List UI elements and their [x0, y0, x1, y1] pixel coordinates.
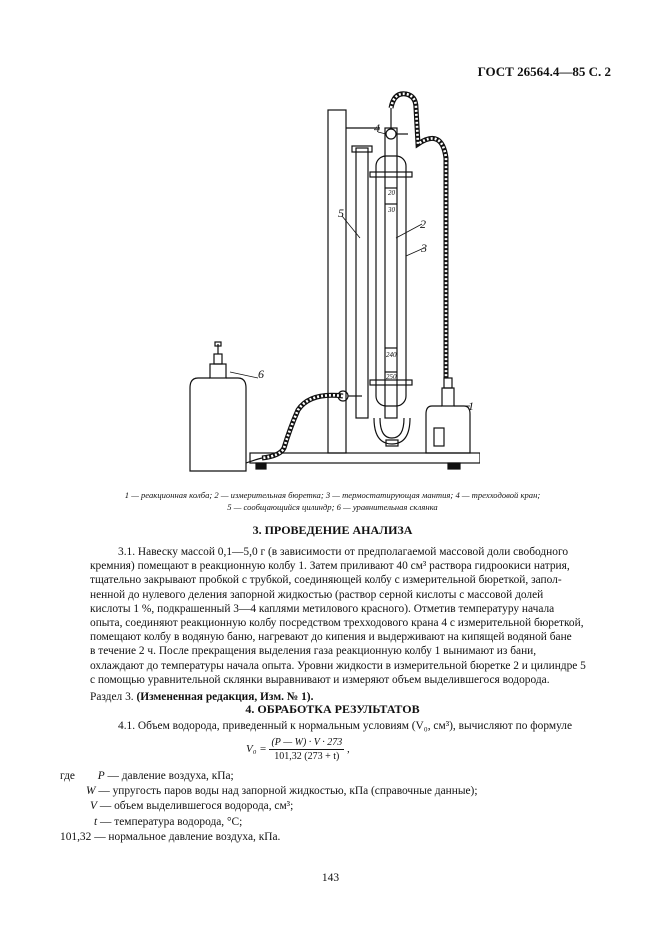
formula-denominator: 101,32 (273 + t)	[274, 751, 340, 762]
definition-symbol: W	[86, 785, 96, 798]
paragraph-line: помещают колбу в водяную баню, нагревают до кипения и выдерживают на кипящей водяной бане	[90, 631, 572, 644]
callout-6: 6	[258, 367, 264, 381]
paragraph-line: ненной до нулевого деления запорной жидкостью (раствор серной кислоты с массовой долей	[90, 588, 544, 601]
formula-lhs: V₀ =	[246, 743, 267, 756]
paragraph-line: кремния) помещают в реакционную колбу 1. Затем приливают 40 см³ раствора гидроокиси натрия,	[90, 560, 570, 573]
scale-mark-20: 20	[388, 189, 395, 197]
caption-line-1: 1 — реакционная колба; 2 — измерительная бюретка; 3 — термостатирующая мантия; 4 — трехходовой кран;	[124, 490, 541, 500]
definition-symbol: V	[90, 800, 97, 813]
callout-4: 4	[374, 121, 380, 135]
definition-text: — объем выделившегося водорода, см³;	[99, 800, 294, 813]
definition-symbol: 101,32	[60, 830, 92, 843]
formula-fraction	[269, 737, 344, 762]
caption-line-2: 5 — сообщающийся цилиндр; 6 — уравнительная склянка	[227, 502, 438, 512]
formula-numerator: (P — W) · V · 273	[271, 737, 343, 748]
definition-text: — давление воздуха, кПа;	[107, 770, 234, 782]
scale-mark-30: 30	[388, 206, 395, 214]
definition-row	[60, 769, 478, 784]
section-4-title: 4. ОБРАБОТКА РЕЗУЛЬТАТОВ	[245, 702, 420, 716]
section-3-title: 3. ПРОВЕДЕНИЕ АНАЛИЗА	[252, 523, 413, 537]
definition-symbol: P	[97, 770, 105, 782]
page-number: 143	[321, 872, 340, 884]
paragraph-line: опыта, соединяют реакционную колбу посредством трехходового крана 4 с измерительной бюреткой,	[90, 617, 584, 630]
callout-1: 1	[468, 399, 474, 413]
section-3-paragraph	[90, 545, 605, 687]
formula	[246, 737, 350, 762]
figure-caption	[60, 489, 605, 513]
definition-text: — упругость паров воды над запорной жидкостью, кПа (справочные данные);	[98, 785, 478, 798]
amendment-prefix: Раздел 3.	[90, 691, 134, 703]
definition-row	[60, 830, 478, 845]
definition-text: — температура водорода, °С;	[100, 815, 243, 828]
definition-row	[60, 799, 478, 814]
paragraph-line: в течение 2 ч. После прекращения выделения газа реакционную колбу 1 вынимают из бани,	[90, 645, 537, 658]
amendment-bold: (Измененная редакция, Изм. № 1).	[136, 691, 314, 703]
callout-5: 5	[338, 206, 344, 220]
section-4-intro: 4.1. Объем водорода, приведенный к нормальным условиям (V₀, см³), вычисляют по формуле	[118, 720, 572, 732]
scale-mark-240: 240	[386, 351, 397, 359]
definition-row	[60, 784, 478, 799]
callout-3: 3	[421, 241, 427, 255]
paragraph-line: 3.1. Навеску массой 0,1—5,0 г (в зависимости от предполагаемой массовой доли свободного	[118, 546, 569, 558]
paragraph-line: тщательно закрывают пробкой с трубкой, соединяющей колбу с измерительной бюреткой, запол-	[90, 574, 562, 587]
apparatus-figure	[180, 88, 480, 480]
scale-mark-250: 250	[386, 373, 397, 381]
definition-row	[60, 815, 478, 830]
definition-symbol: t	[94, 815, 98, 828]
paragraph-line: с помощью уравнительной склянки выравнивают и измеряют объем выделившегося водорода.	[90, 673, 550, 686]
paragraph-line: охлаждают до температуры начала опыта. Уровни жидкости в измерительной бюретке 2 и цилиндре 5	[90, 659, 586, 672]
page-header: ГОСТ 26564.4—85 С. 2	[477, 64, 611, 79]
formula-tail: ,	[346, 743, 350, 756]
where-label: где	[60, 770, 75, 782]
paragraph-line: кислоты 1 %, подкрашенный 3—4 каплями метилового красного). Отметив температуру начала	[90, 602, 555, 615]
definition-text: — нормальное давление воздуха, кПа.	[94, 830, 281, 843]
callout-2: 2	[420, 217, 426, 231]
definitions-list	[60, 769, 478, 845]
